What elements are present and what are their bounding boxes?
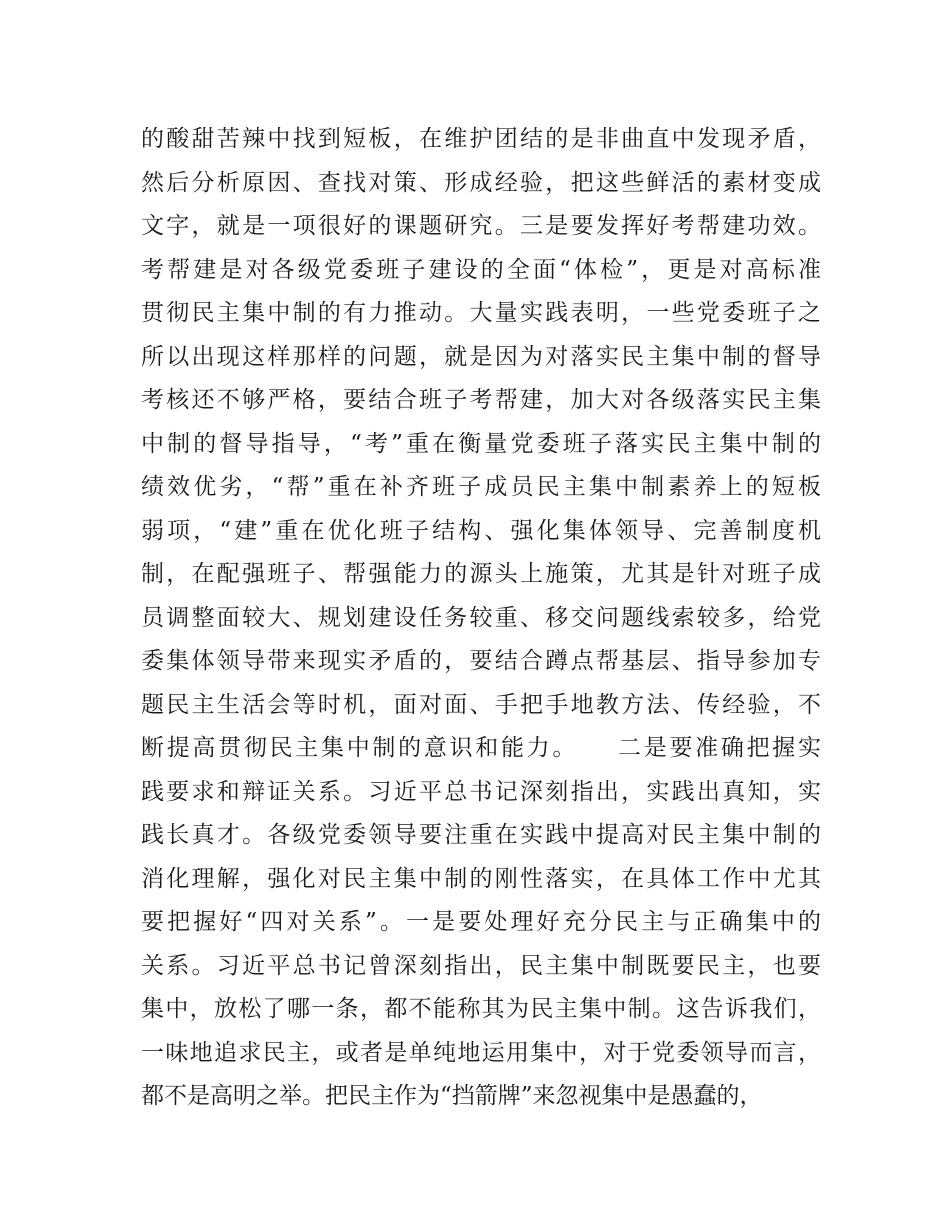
text-line: 员调整面较大、规划建设任务较重、移交问题线索较多，给党 xyxy=(141,604,821,631)
text-line: 题民主生活会等时机，面对面、手把手地教方法、传经验，不 xyxy=(141,691,821,718)
text-line: 弱项，“建”重在优化班子结构、强化集体领导、完善制度机 xyxy=(141,517,821,544)
text-line: 一味地追求民主，或者是单纯地运用集中，对于党委领导而言， xyxy=(141,1039,821,1066)
text-line: 文字，就是一项很好的课题研究。三是要发挥好考帮建功效。 xyxy=(141,213,821,239)
text-line: 关系。习近平总书记曾深刻指出，民主集中制既要民主，也要 xyxy=(141,952,821,979)
text-line: 消化理解，强化对民主集中制的刚性落实，在具体工作中尤其 xyxy=(141,865,821,892)
text-line: 践要求和辩证关系。习近平总书记深刻指出，实践出真知，实 xyxy=(141,778,821,805)
text-line: 考帮建是对各级党委班子建设的全面“体检”，更是对高标准 xyxy=(141,256,821,283)
text-line: 考核还不够严格，要结合班子考帮建，加大对各级落实民主集 xyxy=(141,387,821,413)
text-line: 所以出现这样那样的问题，就是因为对落实民主集中制的督导 xyxy=(141,343,821,370)
text-line: 要把握好“四对关系”。一是要处理好充分民主与正确集中的 xyxy=(141,909,821,935)
text-line: 集中，放松了哪一条，都不能称其为民主集中制。这告诉我们， xyxy=(141,996,821,1022)
text-line: 断提高贯彻民主集中制的意识和能力。 二是要准确把握实 xyxy=(141,735,821,761)
body-text xyxy=(141,118,821,1119)
text-line: 都不是高明之举。把民主作为“挡箭牌”来忽视集中是愚蠢的， xyxy=(141,1083,763,1109)
text-line: 绩效优劣，“帮”重在补齐班子成员民主集中制素养上的短板 xyxy=(141,474,821,500)
text-line: 的酸甜苦辣中找到短板，在维护团结的是非曲直中发现矛盾， xyxy=(141,126,821,152)
text-line: 制，在配强班子、帮强能力的源头上施策，尤其是针对班子成 xyxy=(141,561,821,587)
text-line: 中制的督导指导，“考”重在衡量党委班子落实民主集中制的 xyxy=(141,430,821,457)
text-line: 贯彻民主集中制的有力推动。大量实践表明，一些党委班子之 xyxy=(141,300,821,326)
text-line: 委集体领导带来现实矛盾的，要结合蹲点帮基层、指导参加专 xyxy=(141,648,821,674)
text-line: 践长真才。各级党委领导要注重在实践中提高对民主集中制的 xyxy=(141,822,821,848)
text-line: 然后分析原因、查找对策、形成经验，把这些鲜活的素材变成 xyxy=(141,169,821,196)
